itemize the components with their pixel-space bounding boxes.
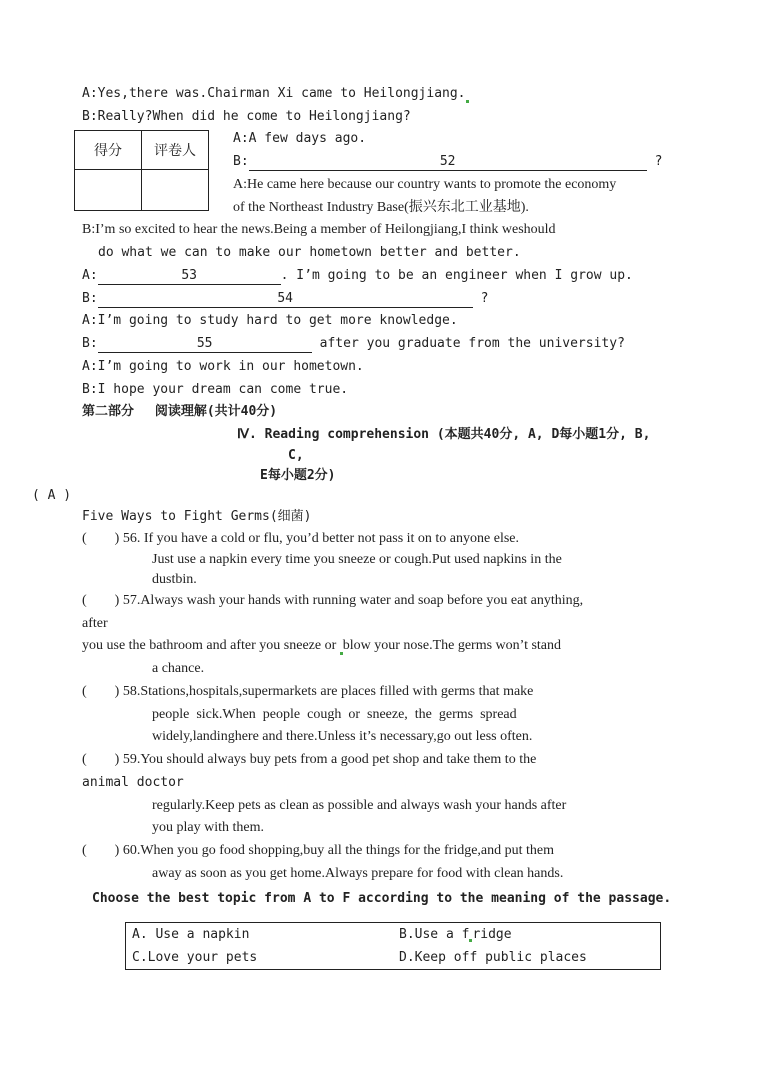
dialogue-text: ?	[480, 291, 489, 306]
question-text: animal doctor	[82, 775, 184, 790]
question-text: Just use a napkin every time you sneeze or cough.Put used napkins in the	[152, 552, 562, 567]
question-text: dustbin.	[152, 572, 197, 587]
option-text: ridge	[472, 927, 512, 942]
question-text: after	[82, 616, 108, 631]
option-text: B.Use a f	[399, 927, 470, 942]
answer-blank-55[interactable]: 55	[98, 336, 312, 353]
question-60: ( ) 60.When you go food shopping,buy all the things for the fridge,and put them	[82, 843, 555, 858]
question-text: people sick.When people cough or sneeze, the germs spread	[152, 707, 517, 722]
question-text: blow your nose.The germs won’t stand	[342, 638, 562, 653]
dialogue-line	[233, 153, 662, 171]
question-text: you use the bathroom and after you sneeze or	[82, 638, 340, 653]
options-table	[125, 922, 661, 970]
passage-title: Five Ways to Fight Germs(细菌)	[82, 509, 312, 524]
dialogue-text: ?	[654, 154, 663, 169]
dialogue-text: . I’m going to be an engineer when I grow up.	[280, 268, 633, 283]
question-text: widely,landinghere and there.Unless it’s necessary,go out less often.	[152, 729, 533, 744]
option-a: A. Use a napkin	[132, 927, 250, 942]
answer-blank-54[interactable]: 54	[98, 291, 473, 308]
question-text: regularly.Keep pets as clean as possible and always wash your hands after	[152, 798, 567, 813]
speaker-label: B:	[82, 336, 98, 351]
dialogue-line: A:I’m going to work in our hometown.	[82, 359, 364, 374]
grader-header: 评卷人	[142, 131, 209, 170]
question-text	[82, 637, 561, 655]
speaker-label: B:	[82, 291, 98, 306]
instruction: Choose the best topic from A to F according to the meaning of the passage.	[92, 891, 672, 906]
dialogue-line: A:He came here because our country wants to promote the economy	[233, 177, 617, 192]
section-title: Ⅳ. Reading comprehension (本题共40分, A, D每小题1分, B,	[237, 427, 651, 442]
question-text: a chance.	[152, 661, 205, 676]
score-header: 得分	[75, 131, 142, 170]
question-58: ( ) 58.Stations,hospitals,supermarkets are places filled with germs that make	[82, 684, 534, 699]
dialogue-line	[82, 335, 625, 353]
part-title: 第二部分 阅读理解(共计40分)	[82, 404, 278, 419]
dialogue-line	[82, 267, 633, 285]
edit-mark	[466, 100, 469, 103]
dialogue-line	[82, 290, 488, 308]
dialogue-line: do what we can to make our hometown better and better.	[98, 245, 521, 260]
dialogue-text: after you graduate from the university?	[319, 336, 625, 351]
question-59: ( ) 59.You should always buy pets from a good pet shop and take them to the	[82, 752, 537, 767]
grader-cell[interactable]	[142, 170, 209, 211]
question-57: ( ) 57.Always wash your hands with running water and soap before you eat anything,	[82, 593, 584, 608]
question-text: away as soon as you get home.Always prepare for food with clean hands.	[152, 866, 564, 881]
dialogue-line: B:Really?When did he come to Heilongjiang?	[82, 109, 411, 124]
dialogue-line: of the Northeast Industry Base(振兴东北工业基地).	[233, 200, 529, 215]
option-d: D.Keep off public places	[399, 950, 587, 965]
dialogue-line: B:I hope your dream can come true.	[82, 382, 349, 397]
dialogue-line: A:A few days ago.	[233, 131, 367, 146]
score-table	[74, 130, 209, 211]
dialogue-line	[82, 85, 469, 103]
speaker-label: A:	[82, 268, 98, 283]
question-text: you play with them.	[152, 820, 264, 835]
dialogue-text: A:Yes,there was.Chairman Xi came to Heilongjiang.	[82, 86, 466, 101]
dialogue-line: B:I’m so excited to hear the news.Being a member of Heilongjiang,I think weshould	[82, 222, 556, 237]
score-cell[interactable]	[75, 170, 142, 211]
passage-label: ( A )	[32, 488, 72, 503]
section-title: E每小题2分)	[260, 468, 336, 483]
section-title: C,	[288, 448, 304, 463]
answer-blank-53[interactable]: 53	[98, 268, 281, 285]
answer-blank-52[interactable]: 52	[249, 154, 647, 171]
option-b	[393, 923, 661, 947]
question-56: ( ) 56. If you have a cold or flu, you’d better not pass it on to anyone else.	[82, 531, 520, 546]
option-c: C.Love your pets	[132, 950, 258, 965]
speaker-label: B:	[233, 154, 249, 169]
dialogue-line: A:I’m going to study hard to get more knowledge.	[82, 313, 458, 328]
